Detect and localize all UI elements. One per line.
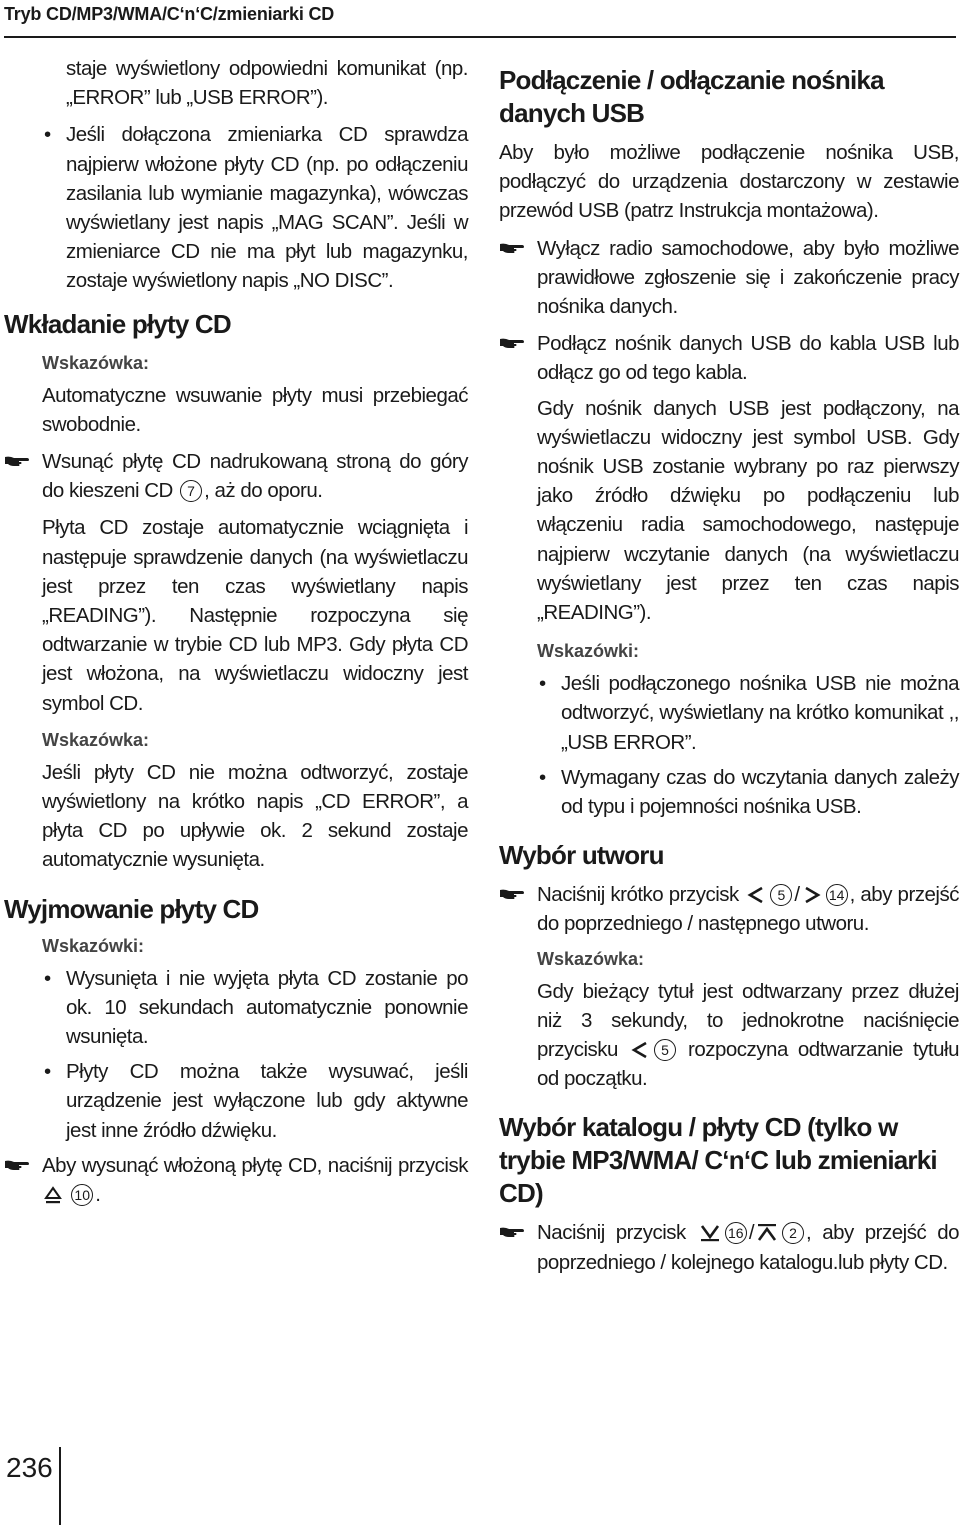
section-heading: Podłączenie / odłączanie nośnika danych USB (499, 65, 884, 128)
chevron-up-icon (756, 1223, 778, 1243)
instruction-step (4, 447, 468, 505)
control-number-badge: 5 (654, 1039, 676, 1061)
step-text: Wsunąć płytę CD nadrukowaną stroną do góry do kieszeni CD (42, 450, 468, 503)
note-text-part: rozpoczyna odtwarzanie tytułu od początku. (537, 1038, 959, 1091)
bullet-item: • Płyty CD można także wysuwać, jeśli urządzenie jest wyłączone lub gdy aktywne jest inne źródło dźwięku. (42, 1057, 468, 1145)
note-label: Wskazówki: (42, 935, 145, 956)
control-number-badge: 5 (770, 884, 792, 906)
control-number-badge: 14 (826, 884, 848, 906)
control-number-badge: 2 (782, 1222, 804, 1244)
instruction-step (499, 329, 959, 387)
page-number: 236 (6, 1452, 53, 1483)
control-number-badge: 16 (725, 1222, 747, 1244)
note-text (499, 977, 959, 1094)
section-heading: Wkładanie płyty CD (4, 308, 231, 339)
bullet-item: • Wymagany czas do wczytania danych zależy od typu i pojemności nośnika USB. (537, 763, 959, 821)
running-header: Tryb CD/MP3/WMA/C‘n‘C/zmieniarki CD (4, 4, 335, 24)
control-number-badge: 10 (71, 1184, 93, 1206)
eject-icon (44, 1185, 62, 1205)
separator: / (748, 1221, 755, 1245)
chevron-down-icon (699, 1223, 721, 1243)
pointing-hand-icon (499, 886, 525, 902)
instruction-step (499, 880, 959, 938)
bullet-item: • Jeśli dołączona zmieniarka CD sprawdza najpierw włożone płyty CD (np. po odłączeniu zasilania lub wymianie magazynka), wówczas wyświetlany jest napis „MAG SCAN”. Jeśli w zmieniarce CD nie ma płyt lub magazynku, zostaje wyświetlony napis „NO DISC”. (42, 120, 468, 295)
pointing-hand-icon (499, 335, 525, 351)
right-column (499, 64, 959, 1277)
left-column (4, 54, 468, 1209)
note-text-part: Gdy bieżący tytuł jest odtwarzany przez dłużej niż 3 sekundy, to jednokrotne naciśnięcie przycisku (537, 979, 959, 1062)
step-text: Naciśnij przycisk (537, 1221, 686, 1245)
pointing-hand-icon (4, 1157, 30, 1173)
step-text: , aby przejść do poprzedniego / kolejnego katalogu.lub płyty CD. (537, 1221, 959, 1274)
step-text: Naciśnij krótko przycisk (537, 883, 739, 907)
step-text: , aby przejść do poprzedniego / następnego utworu. (537, 883, 959, 936)
step-text: . (95, 1183, 101, 1207)
header-rule (4, 36, 956, 38)
step-text: , aż do oporu. (204, 479, 323, 503)
section-heading: Wybór utworu (499, 840, 664, 871)
step-text: Wyłącz radio samochodowe, aby było możliwe prawidłowe zgłoszenie się i zakończenie pracy nośnika danych. (537, 236, 959, 319)
step-text: Aby wysunąć włożoną płytę CD, naciśnij przycisk (42, 1153, 468, 1177)
note-text: Automatyczne wsuwanie płyty musi przebiegać swobodnie. (42, 383, 468, 436)
instruction-step (499, 234, 959, 322)
control-number-badge: 7 (180, 480, 202, 502)
paragraph: Płyta CD zostaje automatycznie wciągnięta i następuje sprawdzenie danych (na wyświetlaczu jest przez ten czas wyświetlany napis „READING”). Następnie rozpoczyna się odtwarzanie w trybie CD lub MP3. Gdy płyta CD jest włożona, na wyświetlaczu widoczny jest symbol CD. (42, 516, 468, 715)
note-label: Wskazówki: (537, 641, 640, 662)
instruction-step (499, 1218, 959, 1276)
paragraph: Gdy nośnik danych USB jest podłączony, na wyświetlaczu widoczny jest symbol USB. Gdy nośnik USB zostanie wybrany po raz pierwszy jako źródło dźwięku po podłączeniu lub włączeniu radia samochodowego, następuje najpierw wczytanie danych (na wyświetlaczu wyświetlany jest przez ten czas napis „READING”). (537, 396, 959, 625)
footer-rule (59, 1447, 61, 1525)
section-heading: Wybór katalogu / płyty CD (tylko w trybie MP3/WMA/ C‘n‘C lub zmieniarki CD) (499, 1112, 937, 1209)
pointing-hand-icon (4, 453, 30, 469)
chevron-left-icon (746, 885, 766, 905)
bullet-item: • Wysunięta i nie wyjęta płyta CD zostanie po ok. 10 sekundach automatycznie ponownie wsunięta. (42, 964, 468, 1052)
step-text: Podłącz nośnik danych USB do kabla USB lub odłącz go od tego kabla. (537, 332, 959, 385)
paragraph: Aby było możliwe podłączenie nośnika USB, podłączyć do urządzenia dostarczony w zestawie przewód USB (patrz Instrukcja montażowa). (499, 141, 959, 223)
paragraph: staje wyświetlony odpowiedni komunikat (np. „ERROR” lub „USB ERROR”). (66, 57, 468, 110)
note-label: Wskazówka: (537, 948, 645, 969)
chevron-right-icon (802, 885, 822, 905)
note-label: Wskazówka: (42, 352, 150, 373)
note-label: Wskazówka: (42, 729, 150, 750)
section-heading: Wyjmowanie płyty CD (4, 893, 259, 924)
bullet-item: • Jeśli podłączonego nośnika USB nie można odtworzyć, wyświetlany na krótko komunikat ,,„USB ERROR”. (537, 669, 959, 757)
separator: / (794, 883, 800, 907)
note-text: Jeśli płyty CD nie można odtworzyć, zostaje wyświetlony na krótko napis „CD ERROR”, a płyta CD po upływie ok. 2 sekund zostaje automatycznie wysunięta. (42, 760, 468, 872)
instruction-step (4, 1151, 468, 1209)
pointing-hand-icon (499, 240, 525, 256)
chevron-left-icon (630, 1040, 650, 1060)
pointing-hand-icon (499, 1224, 525, 1240)
